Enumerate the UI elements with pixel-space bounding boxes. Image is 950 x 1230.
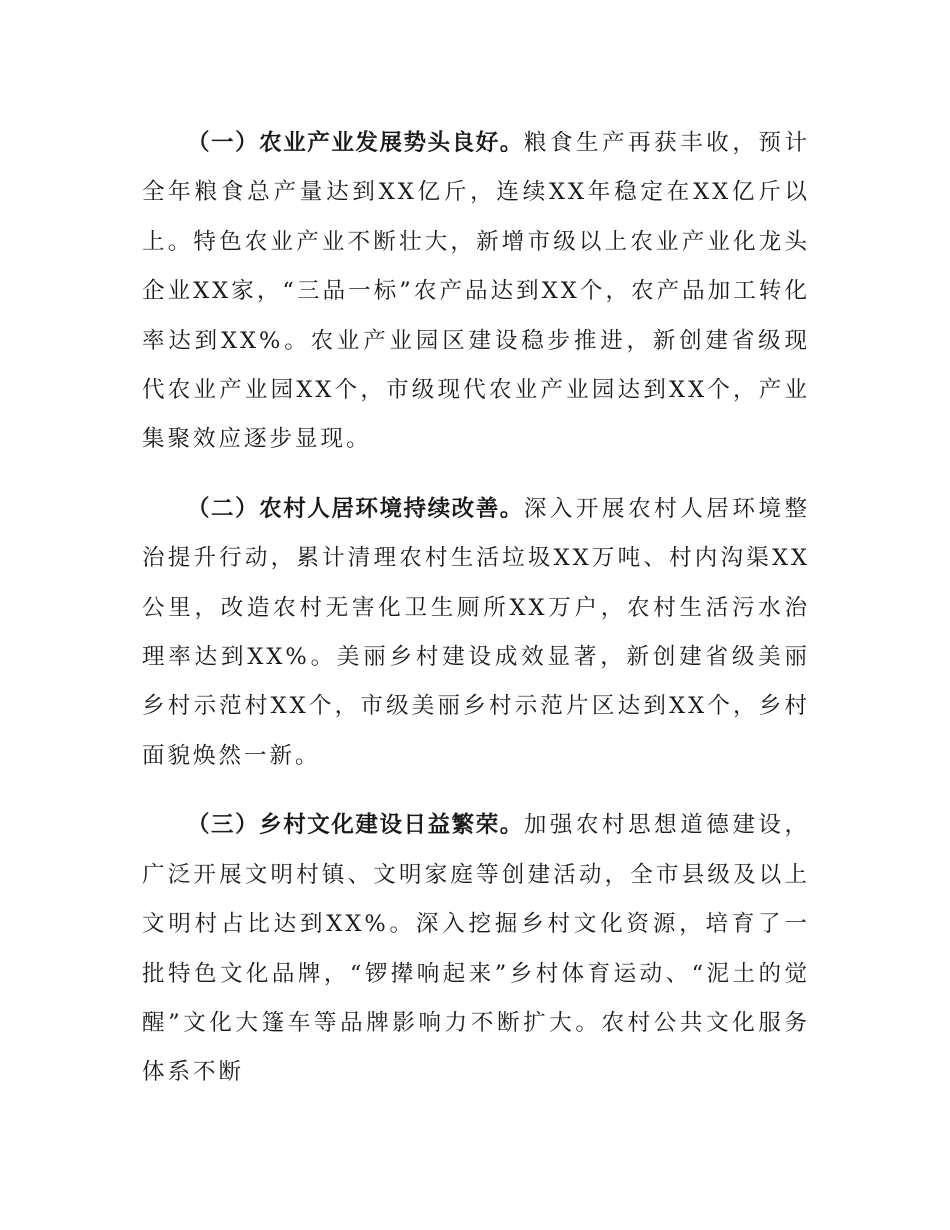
document-body [142, 119, 810, 1098]
paragraph-agriculture-industry [142, 119, 810, 465]
paragraph-living-environment [142, 485, 810, 781]
paragraph-heading: （一）农业产业发展势头良好。 [187, 130, 524, 156]
paragraph-heading: （二）农村人居环境持续改善。 [187, 495, 524, 522]
paragraph-heading: （三）乡村文化建设日益繁荣。 [187, 812, 524, 839]
paragraph-text: 粮食生产再获丰收，预计全年粮食总产量达到XX亿斤，连续XX年稳定在XX亿斤以上。特色农业产业不断壮大，新增市级以上农业产业化龙头企业XX家，“三品一标”农产品达到XX个，农产品加工转化率达到XX%。农业产业园区建设稳步推进，新创建省级现代农业产业园XX个，市级现代农业产业园达到XX个，产业集聚效应逐步显现。 [142, 130, 810, 453]
paragraph-rural-culture [142, 801, 810, 1097]
paragraph-text: 深入开展农村人居环境整治提升行动，累计清理农村生活垃圾XX万吨、村内沟渠XX公里，改造农村无害化卫生厕所XX万户，农村生活污水治理率达到XX%。美丽乡村建设成效显著，新创建省级美丽乡村示范村XX个，市级美丽乡村示范片区达到XX个，乡村面貌焕然一新。 [142, 495, 810, 769]
paragraph-text: 加强农村思想道德建设，广泛开展文明村镇、文明家庭等创建活动，全市县级及以上文明村占比达到XX%。深入挖掘乡村文化资源，培育了一批特色文化品牌，“锣撵响起来”乡村体育运动、“泥土的觉醒”文化大篷车等品牌影响力不断扩大。农村公共文化服务体系不断 [142, 812, 810, 1086]
